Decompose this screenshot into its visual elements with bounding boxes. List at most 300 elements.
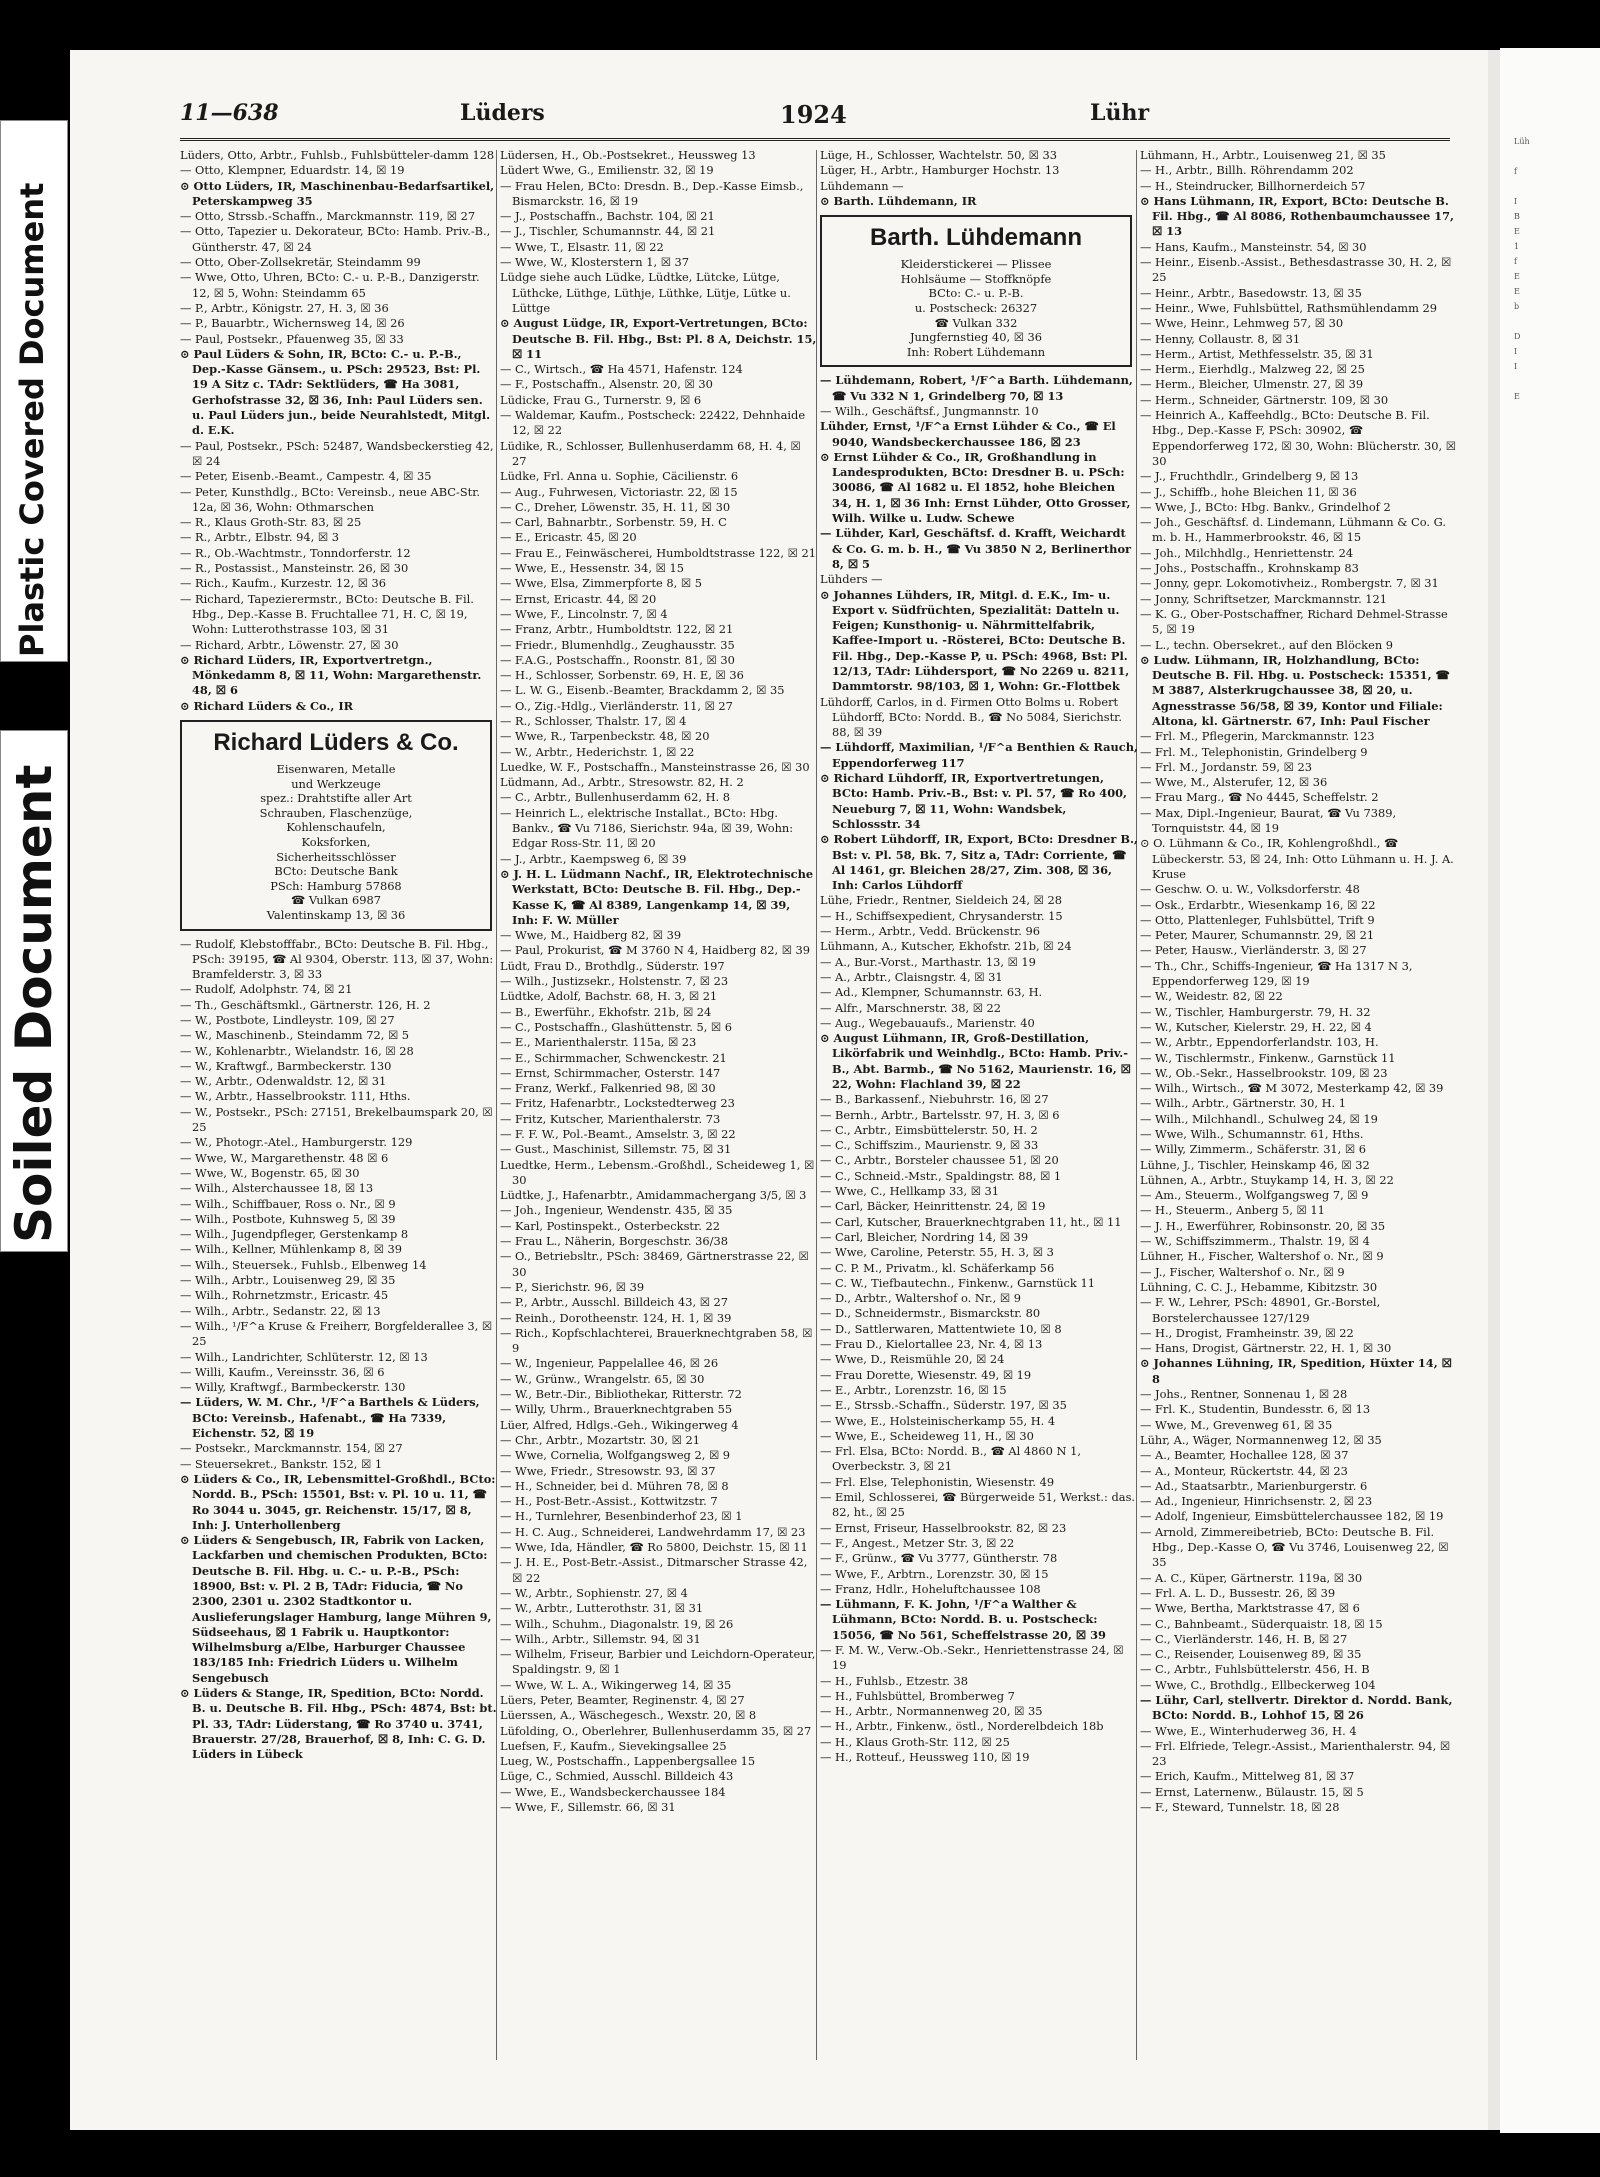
directory-entry: Lüfolding, O., Oberlehrer, Bullenhuserdamm 35, ☒ 27 <box>500 1723 812 1738</box>
directory-entry: — Heinrich A., Kaffeehdlg., BCto: Deutsche B. Fil. Hbg., Dep.-Kasse F, PSch: 30902, ☎ Eppendorferweg 172, ☒ 30, Wohn: Blücherstr. 30, ☒ 30 <box>1140 408 1456 468</box>
directory-entry: — Herm., Arbtr., Vedd. Brückenstr. 96 <box>820 924 1040 939</box>
directory-entry: Lühder, Ernst, ¹/F^a Ernst Lühder & Co., ☎ El 9040, Wandsbeckerchaussee 186, ☒ 23 <box>820 419 1116 449</box>
directory-entry: — Wwe, W., Margarethenstr. 48 ☒ 6 <box>180 1150 389 1165</box>
directory-entry: ⊙ August Lühmann, IR, Groß-Destillation, Likörfabrik und Weinhdlg., BCto: Hamb. Priv.-B., Abt. Barmb., ☎ No 5162, Maurienstr. 16, ☒ 22, Wohn: Flachland 39, ☒ 22 <box>820 1031 1131 1091</box>
directory-entry: Lühr, A., Wäger, Normannenweg 12, ☒ 35 <box>1140 1432 1382 1447</box>
directory-entry: ⊙ Lüders & Sengebusch, IR, Fabrik von Lacken, Lackfarben und chemischen Produkten, BCto: Deutsche B. Fil. Hbg. u. C.- u. P.-B., PSch: 18900, Bst: v. Pl. 2 B, TAdr: Fiducia, ☎ No 2300, 2301 u. 2302 Stadtkontor u. Auslieferungslager Hamburg, lange Mühren 9, Südseehaus, ☒ 1 Fabrik u. Hauptkontor: Wilhelmsburg a/Elbe, Harburger Chaussee 183/185 Inh: Friedrich Lüders u. Wilhelm Sengebusch <box>180 1533 492 1685</box>
directory-entry: — Willy, Uhrm., Brauerknechtgraben 55 <box>500 1402 733 1417</box>
directory-entry: — Herm., Eierhdlg., Malzweg 22, ☒ 25 <box>1140 362 1365 377</box>
directory-entry: — C. W., Tiefbautechn., Finkenw., Garnstück 11 <box>820 1275 1095 1290</box>
directory-entry: ⊙ Barth. Lühdemann, IR <box>820 193 977 208</box>
advertisement-line: Eisenwaren, Metalle <box>276 761 396 776</box>
directory-entry: — W., Postsekr., PSch: 27151, Brekelbaumspark 20, ☒ 25 <box>180 1104 493 1135</box>
directory-entry: Lühe, Friedr., Rentner, Sieldeich 24, ☒ 28 <box>820 893 1062 908</box>
directory-entry: — Frl. A. L. D., Bussestr. 26, ☒ 39 <box>1140 1585 1336 1600</box>
directory-entry: ⊙ Otto Lüders, IR, Maschinenbau-Bedarfsartikel, Peterskampweg 35 <box>180 178 495 208</box>
directory-entry: — R., Arbtr., Elbstr. 94, ☒ 3 <box>180 530 339 545</box>
directory-entry: Lüdike, R., Schlosser, Bullenhuserdamm 68, H. 4, ☒ 27 <box>500 438 801 468</box>
directory-entry: — Reinh., Dorotheenstr. 124, H. 1, ☒ 39 <box>500 1310 732 1325</box>
directory-entry: — Frau Marg., ☎ No 4445, Scheffelstr. 2 <box>1140 790 1379 805</box>
directory-entry: — E., Marienthalerstr. 115a, ☒ 23 <box>500 1035 697 1050</box>
directory-entry: — Frau L., Näherin, Borgeschstr. 36/38 <box>500 1234 728 1249</box>
directory-entry: — Waldemar, Kaufm., Postscheck: 22422, Dehnhaide 12, ☒ 22 <box>500 408 806 438</box>
directory-entry: — Herm., Schneider, Gärtnerstr. 109, ☒ 30 <box>1140 392 1389 407</box>
directory-entry: — D., Schneidermstr., Bismarckstr. 80 <box>820 1306 1041 1321</box>
directory-entry: — Wwe, Elsa, Zimmerpforte 8, ☒ 5 <box>500 576 702 591</box>
directory-entry: — Wilh., Arbtr., Louisenweg 29, ☒ 35 <box>180 1273 396 1288</box>
directory-entry: — Wwe, Bertha, Marktstrasse 47, ☒ 6 <box>1140 1601 1360 1616</box>
directory-entry: — Steuersekret., Bankstr. 152, ☒ 1 <box>180 1456 383 1471</box>
directory-entry: — Wwe, Caroline, Peterstr. 55, H. 3, ☒ 3 <box>820 1245 1054 1260</box>
directory-entry: — W., Weidestr. 82, ☒ 22 <box>1140 989 1283 1004</box>
directory-entry: — Ad., Klempner, Schumannstr. 63, H. <box>820 985 1043 1000</box>
directory-entry: — Lühr, Carl, stellvertr. Direktor d. Nordd. Bank, BCto: Nordd. B., Lohhof 15, ☒ 26 <box>1140 1692 1453 1723</box>
directory-entry: ⊙ Paul Lüders & Sohn, IR, BCto: C.- u. P.-B., Dep.-Kasse Gänsem., u. PSch: 29523, Bst: Pl. 19 A Sitz c. TAdr: Sektlüders, ☎ Ha 3081, Gerhofstrasse 32, ☒ 36, Inh: Paul Lüders sen. u. Paul Lüders jun., beide Neurahlstedt, Mitgl. d. E.K. <box>180 346 491 438</box>
advertisement-line: Valentinskamp 13, ☒ 36 <box>266 907 406 922</box>
directory-entry: — Wilh., Schuhm., Diagonalstr. 19, ☒ 26 <box>500 1616 734 1631</box>
directory-entry: ⊙ Johannes Lühning, IR, Spedition, Hüxter 14, ☒ 8 <box>1140 1356 1452 1386</box>
directory-entry: — Wwe, R., Tarpenbeckstr. 48, ☒ 20 <box>500 729 710 744</box>
directory-entry: Lüers, Peter, Beamter, Reginenstr. 4, ☒ 27 <box>500 1692 745 1707</box>
directory-entry: — Emil, Schlosserei, ☎ Bürgerweide 51, Werkst.: das. 82, ht., ☒ 25 <box>820 1490 1136 1520</box>
directory-entry: — F. W., Lehrer, PSch: 48901, Gr.-Borstel, Borstelerchaussee 127/129 <box>1140 1295 1381 1325</box>
directory-entry: — Carl, Bäcker, Heinrittenstr. 24, ☒ 19 <box>820 1199 1046 1214</box>
directory-entry: Luefsen, F., Kaufm., Sievekingsallee 25 <box>500 1738 727 1753</box>
directory-entry: ⊙ Hans Lühmann, IR, Export, BCto: Deutsche B. Fil. Hbg., ☎ Al 8086, Rothenbaumchaussee 17, ☒ 13 <box>1140 193 1454 239</box>
directory-entry: — Franz, Hdlr., Hoheluftchaussee 108 <box>820 1581 1041 1596</box>
column-1 <box>180 148 498 2068</box>
directory-entry: — Karl, Postinspekt., Osterbeckstr. 22 <box>500 1218 720 1233</box>
directory-entry: Luedtke, Herm., Lebensm.-Großhdl., Scheideweg 1, ☒ 30 <box>500 1157 815 1187</box>
directory-entry: — Ernst, Ericastr. 44, ☒ 20 <box>500 591 657 606</box>
directory-entry: — Joh., Milchhdlg., Henriettenstr. 24 <box>1140 545 1354 560</box>
directory-entry: Lühmann, H., Arbtr., Louisenweg 21, ☒ 35 <box>1140 148 1386 162</box>
directory-entry: — H., Klaus Groth-Str. 112, ☒ 25 <box>820 1734 1010 1749</box>
directory-entry: — P., Arbtr., Königstr. 27, H. 3, ☒ 36 <box>180 300 389 315</box>
directory-entry: — Wwe, E., Holsteinischerkamp 55, H. 4 <box>820 1413 1056 1428</box>
directory-entry: — Franz, Werkf., Falkenried 98, ☒ 30 <box>500 1081 716 1096</box>
directory-entry: — Hans, Drogist, Gärtnerstr. 22, H. 1, ☒ 30 <box>1140 1341 1392 1356</box>
directory-entry: — Frl. Elsa, BCto: Nordd. B., ☎ Al 4860 N 1, Overbeckstr. 3, ☒ 21 <box>820 1444 1081 1474</box>
directory-entry: — Frau D., Kielortallee 23, Nr. 4, ☒ 13 <box>820 1337 1043 1352</box>
plastic-covered-label: Plastic Covered Document <box>13 182 51 657</box>
directory-entry: — Ernst, Schirmmacher, Osterstr. 147 <box>500 1065 721 1080</box>
directory-entry: Lühmann, A., Kutscher, Ekhofstr. 21b, ☒ 24 <box>820 939 1072 954</box>
directory-entry: — W., Arbtr., Hasselbrookstr. 111, Hths. <box>180 1089 411 1104</box>
directory-entry: ⊙ O. Lühmann & Co., IR, Kohlengroßhdl., ☎ Lübeckerstr. 53, ☒ 24, Inh: Otto Lühmann u. H. J. A. Kruse <box>1140 836 1454 881</box>
directory-entry: — Carl, Kutscher, Brauerknechtgraben 11, ht., ☒ 11 <box>820 1214 1122 1229</box>
directory-entry: — P., Bauarbtr., Wichernsweg 14, ☒ 26 <box>180 316 405 331</box>
directory-entry: — Rudolf, Adolphstr. 74, ☒ 21 <box>180 982 353 997</box>
header-rule <box>180 138 1450 141</box>
column-2 <box>500 148 818 2068</box>
advertisement-line: spez.: Drahtstifte aller Art <box>260 791 412 806</box>
directory-entry: — W., Ob.-Sekr., Hasselbrookstr. 109, ☒ 23 <box>1140 1065 1388 1080</box>
directory-entry: — Wwe, F., Sillemstr. 66, ☒ 31 <box>500 1800 676 1815</box>
directory-entry: Lüdersen, H., Ob.-Postsekret., Heussweg 13 <box>500 148 756 162</box>
directory-entry: — H., Drogist, Framheinstr. 39, ☒ 22 <box>1140 1325 1354 1340</box>
soiled-document-tab <box>0 730 68 1252</box>
directory-entry: — Frau Helen, BCto: Dresdn. B., Dep.-Kasse Eimsb., Bismarckstr. 16, ☒ 19 <box>500 178 804 208</box>
directory-entry: — F. M. W., Verw.-Ob.-Sekr., Henriettenstrasse 24, ☒ 19 <box>820 1642 1124 1673</box>
directory-entry: — Frl. M., Telephonistin, Grindelberg 9 <box>1140 744 1368 759</box>
advertisement-box <box>180 720 492 931</box>
directory-entry: — Otto, Ober-Zollsekretär, Steindamm 99 <box>180 255 421 270</box>
plastic-covered-tab <box>0 120 68 662</box>
directory-entry: Lüer, Alfred, Hdlgs.-Geh., Wikingerweg 4 <box>500 1417 739 1432</box>
directory-entry: — A., Beamter, Hochallee 128, ☒ 37 <box>1140 1448 1349 1463</box>
directory-entry: — Lüders, W. M. Chr., ¹/F^a Barthels & Lüders, BCto: Vereinsb., Hafenabt., ☎ Ha 7339, Eichenstr. 52, ☒ 19 <box>180 1395 480 1441</box>
directory-entry: — F., Grünw., ☎ Vu 3777, Güntherstr. 78 <box>820 1551 1058 1566</box>
directory-entry: — H., Arbtr., Normannenweg 20, ☒ 35 <box>820 1704 1043 1719</box>
directory-entry: — H., Post-Betr.-Assist., Kottwitzstr. 7 <box>500 1494 718 1509</box>
advertisement-line: Schrauben, Flaschenzüge, <box>259 805 413 820</box>
directory-entry: — Wwe, M., Haidberg 82, ☒ 39 <box>500 928 682 943</box>
header-first-word: Lüders <box>460 100 545 126</box>
directory-entry: — Wilh., Wirtsch., ☎ M 3072, Mesterkamp 42, ☒ 39 <box>1140 1081 1444 1096</box>
directory-entry: — K. G., Ober-Postschaffner, Richard Dehmel-Strasse 5, ☒ 19 <box>1140 606 1448 637</box>
advertisement-line: Inh: Robert Lühdemann <box>906 344 1046 359</box>
directory-entry: — Wwe, E., Wandsbeckerchaussee 184 <box>500 1784 726 1799</box>
directory-entry: — Henny, Collaustr. 8, ☒ 31 <box>1140 331 1301 346</box>
directory-entry: — Alfr., Marschnerstr. 38, ☒ 22 <box>820 1000 1002 1015</box>
directory-entry: — Wwe, C., Brothdlg., Ellbeckerweg 104 <box>1140 1677 1376 1692</box>
directory-entry: — L., techn. Obersekret., auf den Blöcken 9 <box>1140 637 1394 652</box>
directory-entry: — Willi, Kaufm., Vereinsstr. 36, ☒ 6 <box>180 1364 385 1379</box>
directory-entry: Lühnen, A., Arbtr., Stuykamp 14, H. 3, ☒ 22 <box>1140 1172 1394 1187</box>
directory-entry: — Heinr., Eisenb.-Assist., Bethesdastrasse 30, H. 2, ☒ 25 <box>1140 255 1452 285</box>
directory-entry: — Fritz, Kutscher, Marienthalerstr. 73 <box>500 1111 721 1126</box>
directory-entry: — H. C. Aug., Schneiderei, Landwehrdamm 17, ☒ 23 <box>500 1524 806 1539</box>
directory-entry: — J. H. E., Post-Betr.-Assist., Ditmarscher Strasse 42, ☒ 22 <box>500 1555 808 1585</box>
directory-entry: Lühne, J., Tischler, Heinskamp 46, ☒ 32 <box>1140 1157 1370 1172</box>
directory-entry: — B., Barkassenf., Niebuhrstr. 16, ☒ 27 <box>820 1092 1049 1107</box>
directory-entry: — Frl. K., Studentin, Bundesstr. 6, ☒ 13 <box>1140 1402 1371 1417</box>
directory-entry: — Fritz, Hafenarbtr., Lockstedterweg 23 <box>500 1096 735 1111</box>
directory-entry: — F.A.G., Postschaffn., Roonstr. 81, ☒ 30 <box>500 652 735 667</box>
directory-entry: — Wwe, W., Bogenstr. 65, ☒ 30 <box>180 1165 360 1180</box>
directory-entry: — C., Postschaffn., Glashüttenstr. 5, ☒ 6 <box>500 1019 733 1034</box>
directory-entry: — Wwe, Cornelia, Wolfgangsweg 2, ☒ 9 <box>500 1448 731 1463</box>
directory-entry: — Richard, Tapezierermstr., BCto: Deutsche B. Fil. Hbg., Dep.-Kasse B. Fruchtallee 71, H. C, ☒ 19, Wohn: Lutterothstrasse 103, ☒ 31 <box>180 591 474 637</box>
directory-entry: — Th., Geschäftsmkl., Gärtnerstr. 126, H. 2 <box>180 997 431 1012</box>
directory-entry: — H., Rotteuf., Heussweg 110, ☒ 19 <box>820 1750 1030 1765</box>
advertisement-line: Sicherheitsschlösser <box>276 849 396 864</box>
directory-entry: — H., Schneider, bei d. Mühren 78, ☒ 8 <box>500 1478 729 1493</box>
directory-entry: Lühning, C. C. J., Hebamme, Kibitzstr. 30 <box>1140 1279 1378 1294</box>
column-4 <box>1140 148 1458 2068</box>
directory-entry: — Rudolf, Klebstofffabr., BCto: Deutsche B. Fil. Hbg., PSch: 39195, ☎ Al 9304, Oberstr. 113, ☒ 37, Wohn: Bramfelderstr. 3, ☒ 33 <box>180 936 494 982</box>
directory-entry: — W., Arbtr., Lutterothstr. 31, ☒ 31 <box>500 1601 704 1616</box>
directory-entry: — Gust., Maschinist, Sillemstr. 75, ☒ 31 <box>500 1142 732 1157</box>
directory-entry: — Wwe, M., Grevenweg 61, ☒ 35 <box>1140 1417 1333 1432</box>
directory-entry: — Wwe, F., Lincolnstr. 7, ☒ 4 <box>500 606 668 621</box>
directory-entry: ⊙ Ernst Lühder & Co., IR, Großhandlung in Landesprodukten, BCto: Dresdner B. u. PSch: 30086, ☎ Al 1682 u. El 1852, hohe Bleichen 34, H. 1, ☒ 36 Inh: Ernst Lühder, Otto Grosser, Wilh. Wilke u. Ludw. Schewe <box>820 449 1131 526</box>
directory-entry: — Wilh., Alsterchaussee 18, ☒ 13 <box>180 1181 374 1196</box>
directory-entry: — Frau E., Feinwäscherei, Humboldtstrasse 122, ☒ 21 <box>500 545 816 560</box>
advertisement-line: und Werkzeuge <box>291 776 381 791</box>
directory-entry: — Osk., Erdarbtr., Wiesenkamp 16, ☒ 22 <box>1140 897 1376 912</box>
directory-entry: Lüdicke, Frau G., Turnerstr. 9, ☒ 6 <box>500 392 702 407</box>
directory-entry: Lüders, Otto, Arbtr., Fuhlsb., Fuhlsbütteler-damm 128 <box>180 148 495 162</box>
directory-entry: — C., Schiffszim., Maurienstr. 9, ☒ 33 <box>820 1138 1039 1153</box>
directory-entry: — Wwe, Wilh., Schumannstr. 61, Hths. <box>1140 1127 1364 1141</box>
directory-entry: — Wilh., Arbtr., Sedanstr. 22, ☒ 13 <box>180 1303 381 1318</box>
directory-entry: — Wilhelm, Friseur, Barbier und Leichdorn-Operateur, Spaldingstr. 9, ☒ 1 <box>500 1647 816 1677</box>
directory-entry: Lüdge siehe auch Lüdke, Lüdtke, Lütcke, Lütge, Lüthcke, Lüthge, Lüthje, Lüthke, Lütje, Lütke u. Lüttge <box>500 270 791 315</box>
directory-entry: — Wilh., Kellner, Mühlenkamp 8, ☒ 39 <box>180 1242 403 1257</box>
advertisement-line: u. Postscheck: 26327 <box>914 300 1038 315</box>
directory-entry: — Ernst, Friseur, Hasselbrookstr. 82, ☒ 23 <box>820 1520 1067 1535</box>
directory-entry: — C., Arbtr., Fuhlsbüttelerstr. 456, H. B <box>1140 1662 1370 1677</box>
directory-entry: — H., Schiffsexpedient, Chrysanderstr. 15 <box>820 908 1063 923</box>
header-year: 1924 <box>780 100 847 129</box>
directory-entry: Lüdert Wwe, G., Emilienstr. 32, ☒ 19 <box>500 163 714 178</box>
directory-entry: — Otto, Strssb.-Schaffn., Marckmannstr. 119, ☒ 27 <box>180 209 476 224</box>
directory-entry: — Willy, Kraftwgf., Barmbeckerstr. 130 <box>180 1380 406 1395</box>
directory-entry: — Carl, Bahnarbtr., Sorbenstr. 59, H. C <box>500 515 727 530</box>
directory-entry: Lüger, H., Arbtr., Hamburger Hochstr. 13 <box>820 163 1060 178</box>
directory-entry: — Paul, Postsekr., PSch: 52487, Wandsbeckerstieg 42, ☒ 24 <box>180 438 494 468</box>
directory-entry: — W., Postbote, Lindleystr. 109, ☒ 27 <box>180 1013 395 1027</box>
directory-entry: — Wwe, Otto, Uhren, BCto: C.- u. P.-B., Danzigerstr. 12, ☒ 5, Wohn: Steindamm 65 <box>180 270 480 300</box>
directory-entry: — W., Schiffszimmerm., Thalstr. 19, ☒ 4 <box>1140 1234 1370 1249</box>
directory-entry: — Ad., Ingenieur, Hinrichsenstr. 2, ☒ 23 <box>1140 1494 1373 1509</box>
directory-entry: — Wilh., ¹/F^a Kruse & Freiherr, Borgfelderallee 3, ☒ 25 <box>180 1318 493 1349</box>
column-3 <box>820 148 1138 2068</box>
directory-entry: — P., Arbtr., Ausschl. Billdeich 43, ☒ 27 <box>500 1295 729 1310</box>
directory-entry: — P., Sierichstr. 96, ☒ 39 <box>500 1279 645 1294</box>
directory-entry: — Wilh., Schiffbauer, Ross o. Nr., ☒ 9 <box>180 1196 396 1211</box>
directory-entry: — F., Steward, Tunnelstr. 18, ☒ 28 <box>1140 1800 1340 1815</box>
directory-entry: — C., Wirtsch., ☎ Ha 4571, Hafenstr. 124 <box>500 362 743 377</box>
directory-entry: — H., Steindrucker, Billhornerdeich 57 <box>1140 178 1366 193</box>
directory-entry: — Chr., Arbtr., Mozartstr. 30, ☒ 21 <box>500 1432 700 1447</box>
directory-entry: — Bernh., Arbtr., Bartelsstr. 97, H. 3, ☒ 6 <box>820 1107 1060 1122</box>
adjacent-page-strip <box>1500 48 1600 2133</box>
directory-entry: — E., Arbtr., Lorenzstr. 16, ☒ 15 <box>820 1382 1007 1397</box>
directory-entry: — Ad., Staatsarbtr., Marienburgerstr. 6 <box>1140 1478 1368 1493</box>
directory-entry: — Willy, Zimmerm., Schäferstr. 31, ☒ 6 <box>1140 1142 1367 1157</box>
directory-entry: — Peter, Hausw., Vierländerstr. 3, ☒ 27 <box>1140 943 1367 958</box>
directory-entry: — Paul, Prokurist, ☎ M 3760 N 4, Haidberg 82, ☒ 39 <box>500 943 811 958</box>
directory-entry: Lüge, C., Schmied, Ausschl. Billdeich 43 <box>500 1769 734 1784</box>
advertisement-box <box>820 215 1132 367</box>
directory-entry: — C., Vierländerstr. 146, H. B, ☒ 27 <box>1140 1631 1348 1646</box>
directory-entry: — Wwe, M., Alsterufer, 12, ☒ 36 <box>1140 775 1328 790</box>
advertisement-line: ☎ Vulkan 332 <box>934 315 1018 330</box>
directory-entry: — Wilh., Rohrnetzmstr., Ericastr. 45 <box>180 1288 389 1303</box>
directory-entry: — W., Photogr.-Atel., Hamburgerstr. 129 <box>180 1135 413 1150</box>
advertisement-line: PSch: Hamburg 57868 <box>270 878 402 893</box>
directory-entry: — Frau Dorette, Wiesenstr. 49, ☒ 19 <box>820 1367 1032 1382</box>
directory-entry: ⊙ Richard Lühdorff, IR, Exportvertretungen, BCto: Hamb. Priv.-B., Bst: v. Pl. 57, ☎ Ro 400, Neueburg 7, ☒ 11, Wohn: Wandsbek, Schlossstr. 34 <box>820 771 1128 831</box>
directory-entry: — C., Reisender, Louisenweg 89, ☒ 35 <box>1140 1647 1362 1662</box>
directory-entry: — Otto, Plattenleger, Fuhlsbüttel, Trift 9 <box>1140 912 1375 927</box>
directory-entry: Lüdt, Frau D., Brothdlg., Süderstr. 197 <box>500 958 725 973</box>
directory-entry: — Wilh., Arbtr., Gärtnerstr. 30, H. 1 <box>1140 1096 1347 1111</box>
directory-entry: — Lühder, Karl, Geschäftsf. d. Krafft, Weichardt & Co. G. m. b. H., ☎ Vu 3850 N 2, Berlinerthor 8, ☒ 5 <box>820 526 1132 571</box>
directory-entry: — Wwe, E., Hessenstr. 34, ☒ 15 <box>500 561 684 576</box>
directory-entry: — H., Fuhlsb., Etzestr. 38 <box>820 1673 969 1688</box>
directory-entry: — Heinrich L., elektrische Installat., BCto: Hbg. Bankv., ☎ Vu 7186, Sierichstr. 94a, ☒ 39, Wohn: Edgar Ross-Str. 11, ☒ 20 <box>500 805 794 851</box>
directory-entry: — Wwe, J., BCto: Hbg. Bankv., Grindelhof 2 <box>1140 499 1391 514</box>
directory-entry: Lüge, H., Schlosser, Wachtelstr. 50, ☒ 33 <box>820 148 1057 162</box>
directory-entry: Lühner, H., Fischer, Waltershof o. Nr., ☒ 9 <box>1140 1249 1384 1264</box>
directory-entry: — Otto, Klempner, Eduardstr. 14, ☒ 19 <box>180 163 405 178</box>
advertisement-line: BCto: Deutsche Bank <box>274 864 398 879</box>
directory-entry: — J., Fischer, Waltershof o. Nr., ☒ 9 <box>1140 1264 1345 1279</box>
directory-entry: — Richard, Arbtr., Löwenstr. 27, ☒ 30 <box>180 637 399 652</box>
directory-entry: ⊙ J. H. L. Lüdmann Nachf., IR, Elektrotechnische Werkstatt, BCto: Deutsche B. Fil. Hbg., Dep.-Kasse K, ☎ Al 8389, Langenkamp 14, ☒ 39, Inh: F. W. Müller <box>500 866 814 927</box>
directory-entry: — Ernst, Laternenw., Bülaustr. 15, ☒ 5 <box>1140 1784 1364 1799</box>
directory-entry: — W., Tischler, Hamburgerstr. 79, H. 32 <box>1140 1004 1371 1019</box>
directory-entry: — Heinr., Arbtr., Basedowstr. 13, ☒ 35 <box>1140 285 1362 300</box>
directory-entry: — Herm., Artist, Methfesselstr. 35, ☒ 31 <box>1140 346 1374 361</box>
adjacent-page-fragments: Lüh f I B E 1 f E E b D I I E <box>1514 137 1530 401</box>
header-last-word: Lühr <box>1090 100 1150 126</box>
directory-entry: ⊙ Lüders & Stange, IR, Spedition, BCto: Nordd. B. u. Deutsche B. Fil. Hbg., PSch: 4874, Bst: bt. Pl. 33, TAdr: Lüderstang, ☎ Ro 3740 u. 3741, Brauerstr. 27/28, Brauerhof, ☒ 8, Inh: C. G. D. Lüders in Lübeck <box>180 1686 497 1762</box>
directory-entry: Lüdtke, J., Hafenarbtr., Amidammachergang 3/5, ☒ 3 <box>500 1188 807 1203</box>
directory-entry: — Hans, Kaufm., Mansteinstr. 54, ☒ 30 <box>1140 239 1367 254</box>
directory-entry: Lühdorff, Carlos, in d. Firmen Otto Bolms u. Robert Lühdorff, BCto: Nordd. B., ☎ No 5084, Sierichstr. 88, ☒ 39 <box>820 694 1122 740</box>
directory-entry: ⊙ Ludw. Lühmann, IR, Holzhandlung, BCto: Deutsche B. Fil. Hbg. u. Postscheck: 15351, ☎ M 3887, Alsterkrugchaussee 38, ☒ 20, u. Agnesstrasse 56/58, ☒ 39, Kontor und Filiale: Altona, kl. Gärtnerstr. 67, Inh: Paul Fischer <box>1140 652 1450 728</box>
directory-entry: — Frl. M., Pflegerin, Marckmannstr. 123 <box>1140 729 1375 744</box>
directory-entry: — Wwe, Friedr., Stresowstr. 93, ☒ 37 <box>500 1463 716 1478</box>
directory-entry: — A., Monteur, Rückertstr. 44, ☒ 23 <box>1140 1463 1348 1478</box>
directory-entry: — H., Steuerm., Anberg 5, ☒ 11 <box>1140 1203 1325 1218</box>
directory-entry: — Wilh., Arbtr., Sillemstr. 94, ☒ 31 <box>500 1631 701 1646</box>
directory-entry: — Franz, Arbtr., Humboldtstr. 122, ☒ 21 <box>500 622 734 637</box>
directory-entry: — Wwe, W. L. A., Wikingerweg 14, ☒ 35 <box>500 1677 732 1692</box>
directory-entry: Lüerssen, A., Wäschegesch., Wexstr. 20, ☒ 8 <box>500 1708 757 1723</box>
directory-entry: — C., Arbtr., Bullenhuserdamm 62, H. 8 <box>500 790 731 805</box>
directory-entry: — D., Arbtr., Waltershof o. Nr., ☒ 9 <box>820 1291 1021 1306</box>
directory-entry: — Erich, Kaufm., Mittelweg 81, ☒ 37 <box>1140 1769 1355 1784</box>
directory-entry: — F. F. W., Pol.-Beamt., Amselstr. 3, ☒ 22 <box>500 1127 736 1141</box>
directory-entry: Lueg, W., Postschaffn., Lappenbergsallee 15 <box>500 1754 756 1769</box>
directory-entry: — H., Fuhlsbüttel, Bromberweg 7 <box>820 1688 1015 1703</box>
directory-entry: — E., Strssb.-Schaffn., Süderstr. 197, ☒ 35 <box>820 1398 1067 1413</box>
directory-entry: — B., Ewerführ., Ekhofstr. 21b, ☒ 24 <box>500 1004 712 1019</box>
directory-entry: — Lühmann, F. K. John, ¹/F^a Walther & Lühmann, BCto: Nordd. B. u. Postscheck: 15056, ☎ No 561, Scheffelstrasse 20, ☒ 39 <box>820 1597 1106 1642</box>
directory-entry: — Frl. M., Jordanstr. 59, ☒ 23 <box>1140 759 1312 774</box>
directory-entry: ⊙ Robert Lühdorff, IR, Export, BCto: Dresdner B., Bst: v. Pl. 58, Bk. 7, Sitz a, TAdr: Corriente, ☎ Al 1461, gr. Bleichen 28/27, Zim. 308, ☒ 36, Inh: Carlos Lühdorff <box>820 832 1138 893</box>
directory-entry: — H., Schlosser, Sorbenstr. 69, H. E, ☒ 36 <box>500 668 744 683</box>
directory-entry: — Peter, Eisenb.-Beamt., Campestr. 4, ☒ 35 <box>180 469 432 484</box>
directory-entry: — J., Tischler, Schumannstr. 44, ☒ 21 <box>500 224 716 239</box>
directory-entry: — Geschw. O. u. W., Volksdorferstr. 48 <box>1140 882 1360 897</box>
advertisement-line: BCto: C.- u. P.-B. <box>928 286 1024 301</box>
directory-entry: — W., Kohlenarbtr., Wielandstr. 16, ☒ 28 <box>180 1043 414 1058</box>
directory-entry: — J., Fruchthdlr., Grindelberg 9, ☒ 13 <box>1140 469 1359 484</box>
directory-entry: — O., Zig.-Hdlg., Vierländerstr. 11, ☒ 27 <box>500 698 733 713</box>
directory-entry: — Wilh., Justizsekr., Holstenstr. 7, ☒ 23 <box>500 974 729 989</box>
directory-entry: — Wilh., Steuersek., Fuhlsb., Elbenweg 14 <box>180 1257 427 1272</box>
directory-entry: — C., Schneid.-Mstr., Spaldingstr. 88, ☒ 1 <box>820 1168 1062 1183</box>
directory-entry: — Frl. Else, Telephonistin, Wiesenstr. 49 <box>820 1474 1055 1489</box>
directory-entry: — Otto, Tapezier u. Dekorateur, BCto: Hamb. Priv.-B., Güntherstr. 47, ☒ 24 <box>180 224 491 254</box>
directory-entry: — C. P. M., Privatm., kl. Schäferkamp 56 <box>820 1260 1055 1275</box>
directory-entry: — W., Arbtr., Eppendorferlandstr. 103, H. <box>1140 1035 1379 1050</box>
advertisement-title: Richard Lüders & Co. <box>213 728 459 756</box>
directory-entry: — Rich., Kaufm., Kurzestr. 12, ☒ 36 <box>180 576 387 591</box>
directory-entry: — Am., Steuerm., Wolfgangsweg 7, ☒ 9 <box>1140 1188 1369 1203</box>
directory-entry: — Aug., Wegebauaufs., Marienstr. 40 <box>820 1015 1035 1030</box>
directory-entry: — Wwe, W., Klosterstern 1, ☒ 37 <box>500 255 690 270</box>
directory-entry: — Joh., Geschäftsf. d. Lindemann, Lühmann & Co. G. m. b. H., Hammerbrookstr. 46, ☒ 15 <box>1140 515 1446 545</box>
directory-entry: — Wwe, E., Scheideweg 11, H., ☒ 30 <box>820 1428 1034 1443</box>
directory-entry: — Jonny, Schriftsetzer, Marckmannstr. 121 <box>1140 591 1388 606</box>
directory-entry: — F., Postschaffn., Alsenstr. 20, ☒ 30 <box>500 377 713 392</box>
directory-entry: — Friedr., Blumenhdlg., Zeughausstr. 35 <box>500 637 735 652</box>
directory-entry: — W., Arbtr., Hederichstr. 1, ☒ 22 <box>500 744 695 759</box>
directory-entry: — R., Klaus Groth-Str. 83, ☒ 25 <box>180 515 362 530</box>
soiled-document-label: Soiled Document <box>5 764 63 1243</box>
directory-entry: — Peter, Kunsthdlg., BCto: Vereinsb., neue ABC-Str. 12a, ☒ 36, Wohn: Othmarschen <box>180 484 481 514</box>
advertisement-line: ☎ Vulkan 6987 <box>291 893 381 908</box>
directory-entry: Lühders — <box>820 572 883 587</box>
directory-entry: — Rich., Kopfschlachterei, Brauerknechtgraben 58, ☒ 9 <box>500 1325 813 1356</box>
directory-entry: — Th., Chr., Schiffs-Ingenieur, ☎ Ha 1317 N 3, Eppendorferweg 129, ☒ 19 <box>1140 958 1413 989</box>
directory-entry: — A., Bur.-Vorst., Marthastr. 13, ☒ 19 <box>820 954 1036 969</box>
directory-entry: — Wwe, F., Arbtrn., Lorenzstr. 30, ☒ 15 <box>820 1566 1049 1581</box>
directory-entry: ⊙ August Lüdge, IR, Export-Vertretungen, BCto: Deutsche B. Fil. Hbg., Bst: Pl. 8 A, Deichstr. 15, ☒ 11 <box>500 316 817 361</box>
directory-entry: — L. W. G., Eisenb.-Beamter, Brackdamm 2, ☒ 35 <box>500 683 785 698</box>
directory-entry: — H., Arbtr., Finkenw., östl., Norderelbdeich 18b <box>820 1719 1104 1734</box>
directory-entry: — Wwe, T., Elsastr. 11, ☒ 22 <box>500 239 664 254</box>
directory-entry: — Wilh., Milchhandl., Schulweg 24, ☒ 19 <box>1140 1111 1378 1126</box>
directory-entry: — C., Dreher, Löwenstr. 35, H. 11, ☒ 30 <box>500 499 731 514</box>
directory-entry: — J., Schiffb., hohe Bleichen 11, ☒ 36 <box>1140 484 1357 499</box>
directory-entry: — Lühdorff, Maximilian, ¹/F^a Benthien & Rauch, Eppendorferweg 117 <box>820 740 1138 770</box>
page-number: 11—638 <box>180 100 279 126</box>
directory-entry: — W., Kraftwgf., Barmbeckerstr. 130 <box>180 1058 392 1073</box>
directory-entry: — Max, Dipl.-Ingenieur, Baurat, ☎ Vu 7389, Tornquiststr. 44, ☒ 19 <box>1140 805 1397 836</box>
directory-entry: — E., Schirmmacher, Schwenckestr. 21 <box>500 1050 727 1065</box>
advertisement-line: Koksforken, <box>301 834 371 849</box>
directory-entry: — F., Angest., Metzer Str. 3, ☒ 22 <box>820 1535 1015 1550</box>
directory-entry: — C., Arbtr., Borsteler chaussee 51, ☒ 20 <box>820 1153 1059 1168</box>
directory-entry: — Wwe, D., Reismühle 20, ☒ 24 <box>820 1352 1005 1367</box>
directory-entry: — Peter, Maurer, Schumannstr. 29, ☒ 21 <box>1140 928 1375 943</box>
advertisement-title: Barth. Lühdemann <box>869 224 1082 252</box>
directory-entry: — C., Arbtr., Eimsbüttelerstr. 50, H. 2 <box>820 1122 1038 1137</box>
directory-entry: — Wwe, Ida, Händler, ☎ Ro 5800, Deichstr. 15, ☒ 11 <box>500 1540 808 1555</box>
directory-entry: — Wilh., Landrichter, Schlüterstr. 12, ☒ 13 <box>180 1349 428 1364</box>
directory-entry: — Carl, Bleicher, Nordring 14, ☒ 39 <box>820 1229 1029 1244</box>
directory-entry: — O., Betriebsltr., PSch: 38469, Gärtnerstrasse 22, ☒ 30 <box>500 1249 809 1279</box>
directory-entry: — Wilh., Jugendpfleger, Gerstenkamp 8 <box>180 1227 409 1242</box>
directory-entry: — C., Bahnbeamt., Süderquaistr. 18, ☒ 15 <box>1140 1616 1383 1631</box>
directory-entry: — W., Arbtr., Sophienstr. 27, ☒ 4 <box>500 1585 688 1600</box>
directory-entry: — D., Sattlerwaren, Mattentwiete 10, ☒ 8 <box>820 1321 1062 1336</box>
directory-entry: — J. H., Ewerführer, Robinsonstr. 20, ☒ 35 <box>1140 1218 1386 1233</box>
directory-entry: — Wwe, Heinr., Lehmweg 57, ☒ 30 <box>1140 316 1344 331</box>
directory-entry: Lüdke, Frl. Anna u. Sophie, Cäcilienstr. 6 <box>500 469 739 484</box>
directory-entry: — W., Tischlermstr., Finkenw., Garnstück 11 <box>1140 1050 1396 1065</box>
directory-entry: — Adolf, Ingenieur, Eimsbüttelerchaussee 182, ☒ 19 <box>1140 1509 1444 1524</box>
directory-entry: ⊙ Richard Lüders & Co., IR <box>180 698 354 713</box>
advertisement-line: Kleiderstickerei — Plissee <box>900 257 1052 272</box>
directory-entry: — J., Arbtr., Kaempsweg 6, ☒ 39 <box>500 851 687 866</box>
directory-entry: — Aug., Fuhrwesen, Victoriastr. 22, ☒ 15 <box>500 484 738 499</box>
directory-entry: — A. C., Küper, Gärtnerstr. 119a, ☒ 30 <box>1140 1570 1363 1585</box>
directory-entry: — W., Arbtr., Odenwaldstr. 12, ☒ 31 <box>180 1074 387 1089</box>
directory-entry: Lüdtke, Adolf, Bachstr. 68, H. 3, ☒ 21 <box>500 989 718 1004</box>
directory-entry: — Wilh., Geschäftsf., Jungmannstr. 10 <box>820 403 1039 418</box>
directory-entry: — Frl. Elfriede, Telegr.-Assist., Marienthalerstr. 94, ☒ 23 <box>1140 1738 1451 1769</box>
